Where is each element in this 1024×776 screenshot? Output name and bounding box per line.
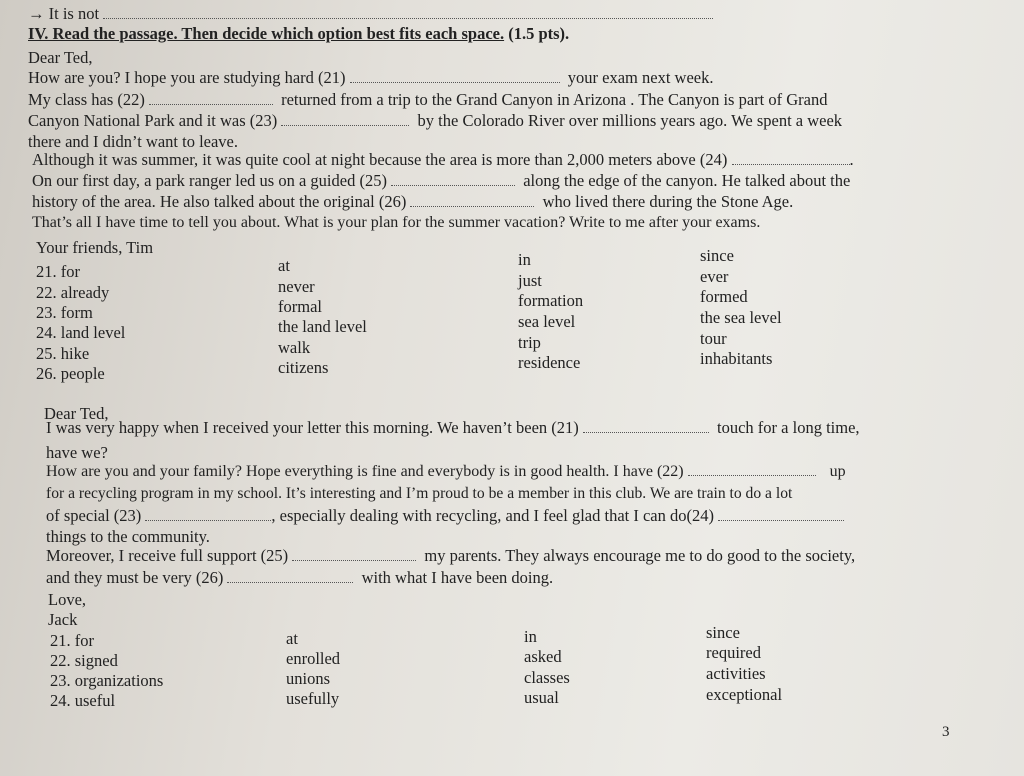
blank-23	[145, 506, 271, 521]
top-line	[28, 4, 713, 24]
option-a: 26. people	[36, 364, 105, 383]
option-c: just	[518, 271, 542, 290]
option-b: never	[278, 277, 315, 296]
section-instruction: IV. Read the passage. Then decide which option best fits each space.	[28, 24, 505, 43]
letter2-line: for a recycling program in my school. It’s interesting and I’m proud to be a member in this club. We are train to do a lot	[46, 485, 793, 502]
page-number: 3	[942, 724, 950, 740]
option-b: the land level	[278, 317, 367, 336]
blank-22	[149, 90, 273, 105]
option-b: citizens	[278, 358, 329, 377]
letter2-line: things to the community.	[46, 527, 210, 546]
option-d: the sea level	[700, 308, 782, 327]
option-a: 25. hike	[36, 344, 90, 363]
option-a: 23. organizations	[50, 671, 164, 690]
letter1-line: That’s all I have time to tell you about. What is your plan for the summer vacation? Write to me after your exams.	[32, 214, 761, 231]
option-b: at	[286, 629, 298, 648]
option-d: exceptional	[706, 685, 783, 704]
section-heading	[28, 24, 569, 44]
option-d: ever	[700, 267, 729, 286]
letter2-line: and they must be very (26) with what I have been doing.	[46, 568, 554, 587]
blank-26	[410, 192, 534, 207]
option-a: 23. form	[36, 303, 93, 322]
option-d: activities	[706, 664, 766, 683]
option-c: sea level	[518, 312, 576, 331]
option-a: 22. signed	[50, 651, 118, 670]
blank-23	[281, 111, 409, 126]
option-a: 21. for	[36, 262, 80, 281]
letter2-line: Moreover, I receive full support (25) my parents. They always encourage me to do good to the society,	[46, 546, 856, 565]
letter1-closing: Your friends, Tim	[36, 238, 154, 257]
section-points: (1.5 pts).	[508, 24, 570, 43]
letter1-line: How are you? I hope you are studying hard (21) your exam next week.	[28, 68, 714, 87]
option-b: at	[278, 256, 290, 275]
option-a: 22. already	[36, 283, 110, 302]
letter1-line: history of the area. He also talked about the original (26) who lived there during the Stone Age.	[32, 192, 794, 211]
blank-24	[732, 150, 850, 165]
letter2-salutation: Dear Ted,	[44, 404, 109, 423]
letter2-line: How are you and your family? Hope everything is fine and everybody is in good health. I have (22) up	[46, 463, 846, 480]
top-line-text: It is not	[48, 4, 100, 23]
option-c: trip	[518, 333, 541, 352]
option-c: usual	[524, 688, 559, 707]
option-c: classes	[524, 668, 570, 687]
letter1-line: My class has (22) returned from a trip to the Grand Canyon in Arizona . The Canyon is part of Grand	[28, 90, 828, 109]
option-b: usefully	[286, 689, 340, 708]
letter2-name: Jack	[48, 610, 78, 629]
letter1-line: Canyon National Park and it was (23) by the Colorado River over millions years ago. We spent a week	[28, 111, 843, 130]
blank-21	[350, 68, 560, 83]
option-a: 21. for	[50, 631, 94, 650]
option-b: formal	[278, 297, 322, 316]
blank-22	[688, 461, 816, 476]
blank-21	[583, 418, 709, 433]
option-c: residence	[518, 353, 581, 372]
letter1-line: On our first day, a park ranger led us on a guided (25) along the edge of the canyon. He talked about the	[32, 171, 851, 190]
option-d: since	[700, 246, 734, 265]
option-b: enrolled	[286, 649, 341, 668]
letter1-line: Although it was summer, it was quite cool at night because the area is more than 2,000 meters above (24) .	[32, 150, 854, 169]
option-d: tour	[700, 329, 727, 348]
option-a: 24. land level	[36, 323, 126, 342]
letter2-line: of special (23) , especially dealing with recycling, and I feel glad that I can do(24)	[46, 506, 844, 526]
blank-26	[227, 568, 353, 583]
option-d: inhabitants	[700, 349, 773, 368]
letter2-love: Love,	[48, 590, 87, 609]
letter1-salutation: Dear Ted,	[28, 48, 93, 67]
arrow-icon: →	[28, 4, 45, 23]
option-b: walk	[278, 338, 311, 357]
option-c: in	[524, 627, 537, 646]
option-c: asked	[524, 647, 562, 666]
answer-blank	[103, 4, 713, 19]
letter1-line: there and I didn’t want to leave.	[28, 132, 238, 151]
letter2-line: have we?	[46, 443, 108, 462]
option-d: since	[706, 623, 740, 642]
option-b: unions	[286, 669, 331, 688]
option-c: formation	[518, 291, 584, 310]
letter2-line: I was very happy when I received your letter this morning. We haven’t been (21) touch for a long time,	[46, 418, 860, 437]
option-d: required	[706, 643, 761, 662]
option-d: formed	[700, 287, 748, 306]
blank-25	[292, 546, 416, 561]
option-c: in	[518, 250, 531, 269]
option-a: 24. useful	[50, 691, 116, 710]
blank-24	[718, 506, 844, 521]
blank-25	[391, 171, 515, 186]
